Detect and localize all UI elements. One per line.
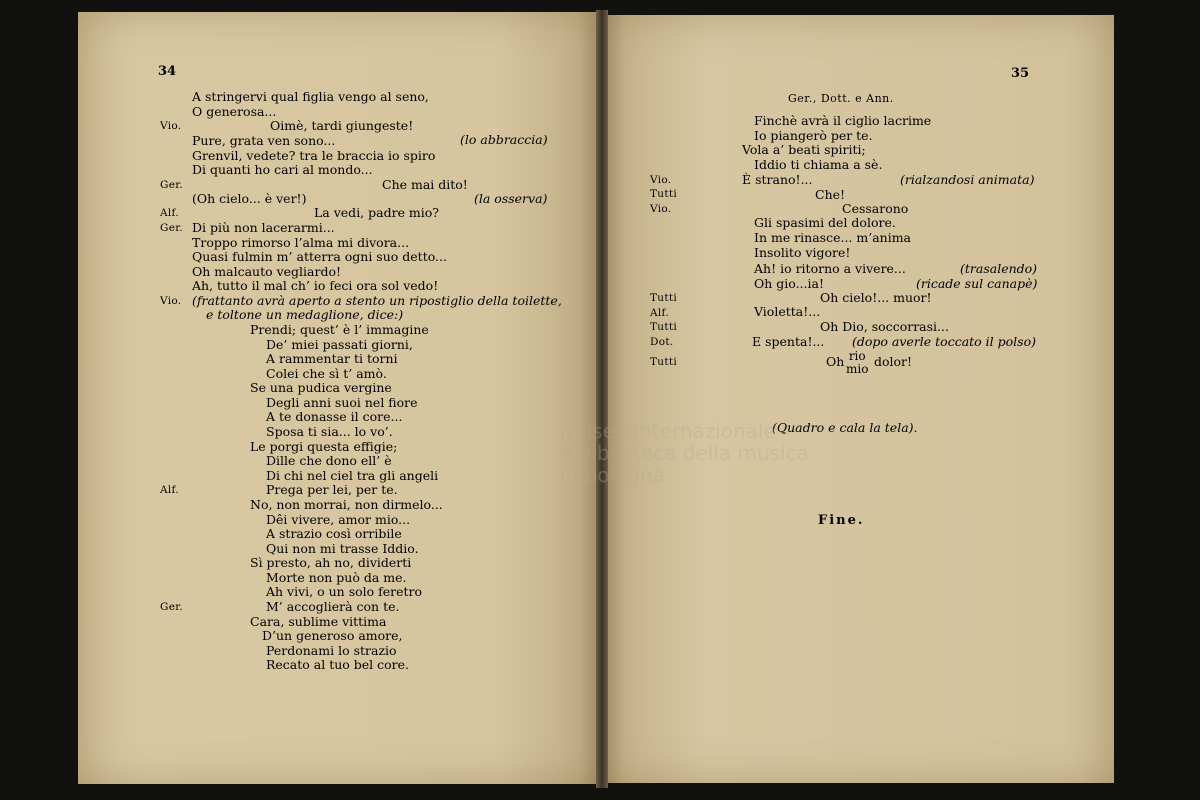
book-gutter: [596, 10, 608, 788]
verse-line: Finchè avrà il ciglio lacrime: [754, 113, 932, 128]
speaker-label: Ger.: [160, 222, 184, 234]
stage-direction: (dopo averle toccato il polso): [852, 334, 1036, 349]
verse-line: Dêi vivere, amor mio...: [266, 512, 411, 527]
verse-line: Che mai dito!: [382, 177, 468, 192]
verse-line: Prendi; quest’ è l’ immagine: [250, 322, 429, 337]
verse-line: Ah vivi, o un solo feretro: [266, 584, 423, 599]
verse-line: De’ miei passati giorni,: [266, 337, 413, 352]
stage-direction: (trasalendo): [960, 261, 1038, 276]
verse-line: Io piangerò per te.: [754, 128, 873, 143]
verse-line: Degli anni suoi nel fiore: [266, 395, 418, 410]
verse-line: Le porgi questa effigie;: [250, 439, 398, 454]
verse-line: Ah! io ritorno a vivere...: [754, 261, 906, 276]
verse-line: Quasi fulmin m’ atterra ogni suo detto...: [192, 249, 447, 264]
verse-line: Grenvil, vedete? tra le braccia io spiro: [192, 148, 436, 163]
stage-direction: (frattanto avrà aperto a stento un ripostiglio della toilette,: [192, 293, 562, 308]
speaker-label: Alf.: [160, 207, 179, 219]
page-number-left: 34: [158, 64, 177, 79]
watermark-line: di bologna: [560, 463, 665, 487]
speaker-label: Alf.: [650, 307, 669, 319]
verse-line: Oh Dio, soccorrasi...: [820, 319, 949, 334]
verse-line: No, non morrai, non dirmelo...: [250, 497, 443, 512]
verse-line: Colei che sì t’ amò.: [266, 366, 387, 381]
speaker-label: Tutti: [650, 356, 678, 368]
page-number-right: 35: [1011, 66, 1030, 81]
verse-line: Oh malcauto vegliardo!: [192, 264, 342, 279]
verse-line: (Oh cielo... è ver!): [192, 191, 307, 206]
stage-direction: (rialzandosi animata): [900, 172, 1035, 187]
verse-line: A rammentar ti torni: [266, 351, 398, 366]
verse-line: A te donasse il core...: [266, 409, 403, 424]
section-heading: Ger., Dott. e Ann.: [788, 92, 894, 105]
watermark-line: e biblioteca della musica: [560, 441, 809, 465]
verse-line: Troppo rimorso l’alma mi divora...: [192, 235, 410, 250]
speaker-label: Vio.: [650, 203, 672, 215]
speaker-label: Tutti: [650, 188, 678, 200]
verse-line: Se una pudica vergine: [250, 380, 392, 395]
speaker-label: Tutti: [650, 292, 678, 304]
speaker-label: Vio.: [160, 120, 182, 132]
verse-line: Oh gio...ia!: [754, 276, 824, 291]
verse-line: Pure, grata ven sono...: [192, 133, 336, 148]
stage-direction: (ricade sul canapè): [916, 276, 1038, 291]
speaker-label: Vio.: [650, 174, 672, 186]
verse-line: Morte non può da me.: [266, 570, 407, 585]
speaker-label: Ger.: [160, 179, 184, 191]
verse-line: È strano!...: [742, 172, 813, 187]
verse-line: Violetta!...: [754, 304, 821, 319]
verse-line: Cara, sublime vittima: [250, 614, 387, 629]
verse-line: In me rinasce... m’anima: [754, 230, 912, 245]
verse-line: Prega per lei, per te.: [266, 482, 398, 497]
stacked-word-bottom: mio: [846, 362, 869, 376]
stacked-words: [846, 350, 868, 376]
stacked-word-top: rio: [848, 349, 866, 363]
verse-line: Sposa ti sia... lo vo’.: [266, 424, 393, 439]
watermark-line: museo internazionale: [560, 419, 776, 443]
speaker-label: Tutti: [650, 321, 678, 333]
verse-line: Perdonami lo strazio: [266, 643, 397, 658]
verse-line: E spenta!...: [752, 334, 825, 349]
verse-line: Iddio ti chiama a sè.: [754, 157, 883, 172]
verse-line: La vedi, padre mio?: [314, 205, 440, 220]
speaker-label: Alf.: [160, 484, 179, 496]
closing-direction: (Quadro e cala la tela).: [772, 420, 918, 435]
stage-direction: (lo abbraccia): [460, 132, 548, 147]
verse-line: Recato al tuo bel core.: [266, 657, 410, 672]
verse-line: Ah, tutto il mal ch’ io feci ora sol vedo!: [192, 278, 439, 293]
speaker-label: Vio.: [160, 295, 182, 307]
verse-line: Vola a’ beati spiriti;: [742, 142, 866, 157]
verse-line: Oimè, tardi giungeste!: [270, 118, 414, 133]
verse-line: Qui non mi trasse Iddio.: [266, 541, 419, 556]
library-watermark: [560, 420, 809, 486]
verse-line: Di quanti ho cari al mondo...: [192, 162, 373, 177]
verse-line: dolor!: [874, 354, 913, 369]
verse-line: M’ accoglierà con te.: [266, 599, 400, 614]
verse-line: Insolito vigore!: [754, 245, 851, 260]
verse-line: D’un generoso amore,: [262, 628, 403, 643]
stage-direction: e toltone un medaglione, dice:): [206, 307, 404, 322]
verse-line: A strazio così orribile: [266, 526, 402, 541]
verse-line: Cessarono: [842, 201, 909, 216]
verse-line: A stringervi qual figlia vengo al seno,: [192, 89, 429, 104]
verse-line: Gli spasimi del dolore.: [754, 215, 896, 230]
fine-title: Fine.: [818, 513, 865, 528]
verse-line: Oh cielo!... muor!: [820, 290, 932, 305]
stage-direction: (la osserva): [474, 191, 548, 206]
verse-line: O generosa...: [192, 104, 277, 119]
verse-line: Di chi nel ciel tra gli angeli: [266, 468, 439, 483]
verse-line: Sì presto, ah no, dividerti: [250, 555, 412, 570]
verse-line: Oh: [826, 354, 845, 369]
verse-line: Dille che dono ell’ è: [266, 453, 392, 468]
speaker-label: Dot.: [650, 336, 674, 348]
verse-line: Di più non lacerarmi...: [192, 220, 335, 235]
verse-line: Che!: [815, 187, 846, 202]
speaker-label: Ger.: [160, 601, 184, 613]
